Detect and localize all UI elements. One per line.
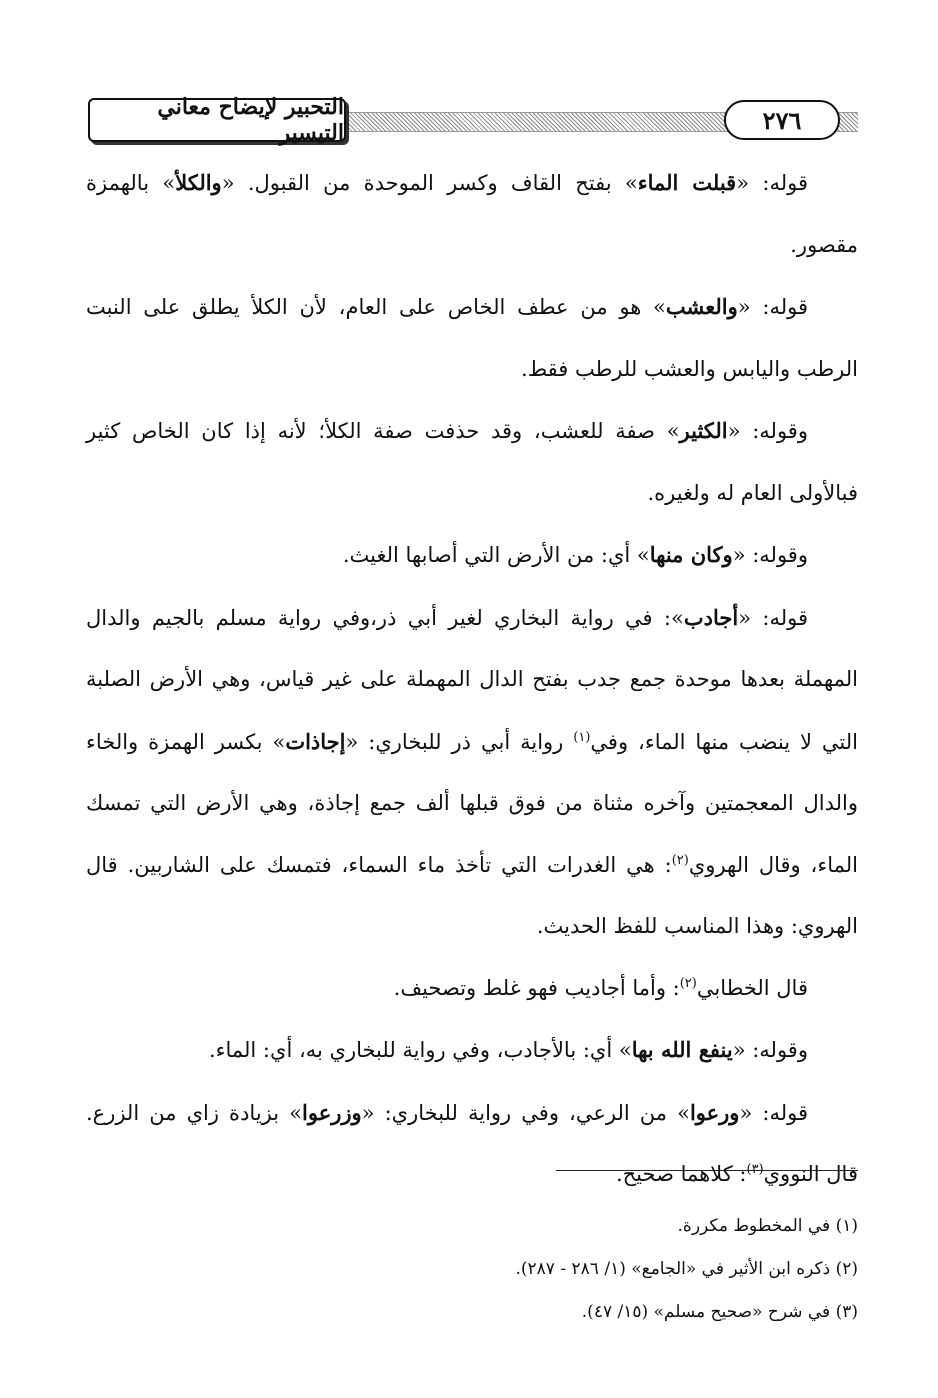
paragraph: وقوله: «وكان منها» أي: من الأرض التي أصابها الغيث. [342, 542, 808, 567]
footnote-ref: (١) [573, 729, 591, 745]
quoted-term: والعشب [665, 294, 738, 319]
footnotes [86, 1205, 858, 1334]
quoted-term: ورعوا [689, 1099, 740, 1125]
footnote-separator [556, 1170, 858, 1171]
quoted-term: أجادب [683, 604, 739, 630]
footnote-ref: (٢) [679, 975, 697, 991]
footnote: (٣) في شرح «صحيح مسلم» (١٥/ ٤٧). [581, 1302, 858, 1322]
page-header [88, 94, 858, 146]
quoted-term: قبلت الماء [637, 170, 737, 195]
quoted-term: وزرعوا [302, 1099, 362, 1125]
footnote: (٢) ذكره ابن الأثير في «الجامع» (١/ ٢٨٦ - ٢٨٧). [515, 1259, 858, 1279]
paragraph: قال الخطابي$^{(٢)}$: وأما أجاديب فهو غلط وتصحيف. [393, 975, 808, 1000]
quoted-term: والكلأ [175, 170, 222, 195]
quoted-term: ينفع الله بها [631, 1037, 733, 1062]
quoted-term: إجاذات [285, 728, 346, 754]
paragraph: قوله: «أجادب»: في رواية البخاري لغير أبي ذر،وفي رواية مسلم بالجيم والدال المهملة بعدها موحدة جمع جدب بفتح الدال المهملة على غير قياس، وهي الأرض الصلبة التي لا ينضب منها الماء، وفي$^{(١)}$ رواية أبي ذر للبخاري: «إجاذات» بكسر الهمزة والخاء والدال المعجمتين وآخره مثناة من فوق قبلها ألف جمع إجاذة، وهي الأرض التي تمسك الماء، وقال الهروي$^{(٢)}$: هي الغدرات التي تأخذ ماء السماء، فتمسك على الشاربين. قال الهروي: وهذا المناسب للفظ الحديث. [86, 604, 859, 938]
paragraph: قوله: «والعشب» هو من عطف الخاص على العام، لأن الكلأ يطلق على النبت الرطب واليابس والعشب للرطب فقط. [86, 294, 858, 381]
page-number: ٢٧٦ [724, 100, 840, 140]
footnote: (١) في المخطوط مكررة. [677, 1216, 858, 1236]
paragraph: قوله: «ورعوا» من الرعي، وفي رواية للبخاري: «وزرعوا» بزيادة زاي من الزرع. قال النووي$^{(٣)}$: كلاهما صحيح. [86, 1099, 858, 1186]
main-text [86, 152, 858, 1206]
footnote-ref: (٢) [671, 852, 689, 868]
paragraph: وقوله: «الكثير» صفة للعشب، وقد حذفت صفة الكلأ؛ لأنه إذا كان الخاص كثير فبالأولى العام له ولغيره. [86, 418, 858, 505]
quoted-term: الكثير [679, 418, 728, 443]
paragraph: قوله: «قبلت الماء» بفتح القاف وكسر الموحدة من القبول. «والكلأ» بالهمزة مقصور. [86, 170, 858, 257]
book-title: التحبير لإيضاح معاني التيسير [88, 98, 346, 142]
paragraph: وقوله: «ينفع الله بها» أي: بالأجادب، وفي رواية للبخاري به، أي: الماء. [208, 1037, 808, 1062]
quoted-term: وكان منها [649, 542, 733, 567]
footnote-ref: (٣) [746, 1162, 764, 1177]
